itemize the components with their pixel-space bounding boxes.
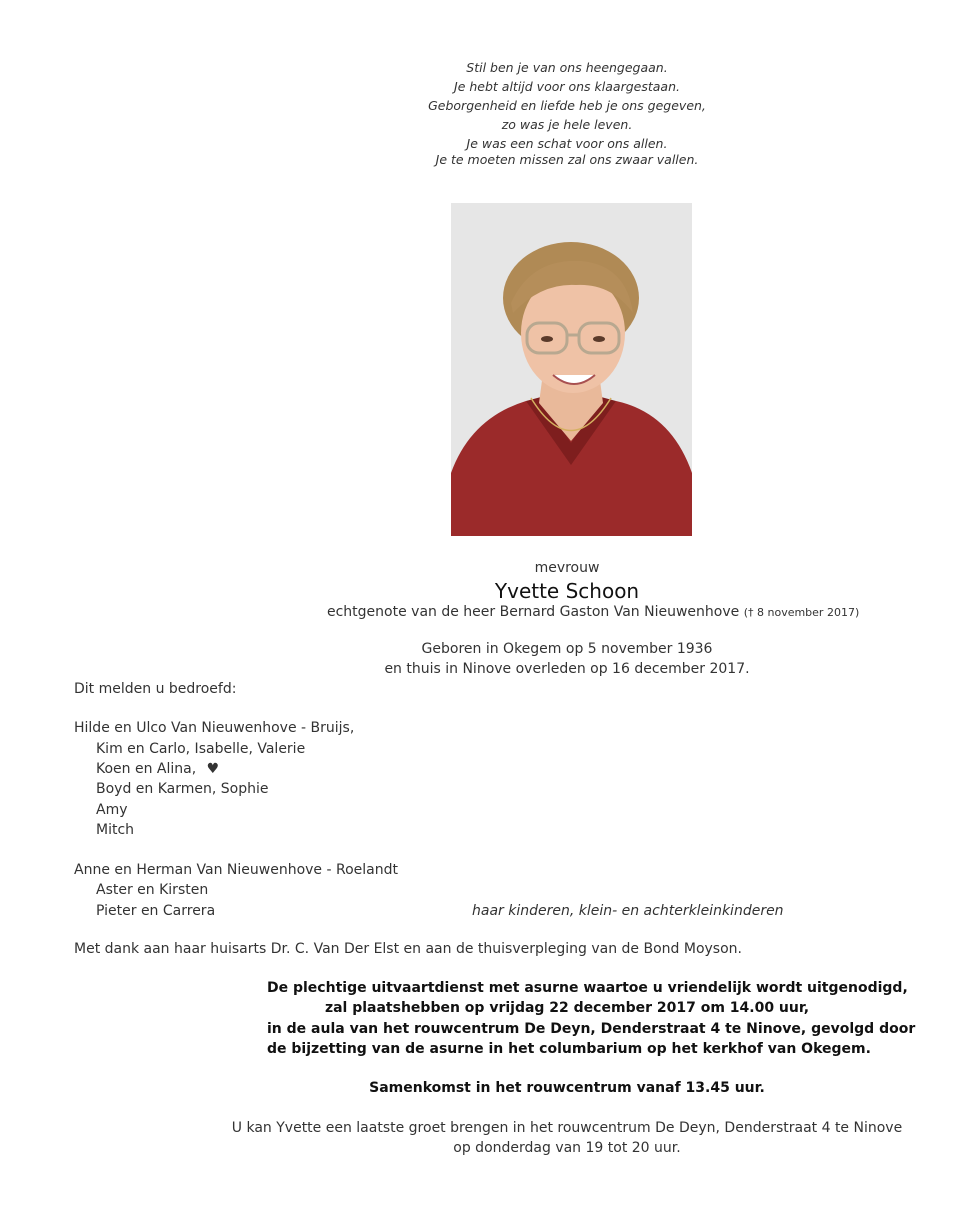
family-member-name: Koen en Alina,	[96, 761, 197, 777]
poem-line: zo was je hele leven.	[501, 117, 633, 132]
visit-line: U kan Yvette een laatste groet brengen in het rouwcentrum De Deyn, Denderstraat 4 te Ninove	[231, 1120, 903, 1136]
family-member: Pieter en Carrera	[96, 903, 216, 919]
ceremony-line: de bijzetting van de asurne in het columbarium op het kerkhof van Okegem.	[267, 1041, 871, 1057]
announce-line: Dit melden u bedroefd:	[74, 681, 237, 697]
deceased-name: Yvette Schoon	[494, 579, 640, 603]
death-line: en thuis in Ninove overleden op 16 december 2017.	[384, 661, 750, 677]
portrait-photo	[451, 203, 692, 536]
family-member: Kim en Carlo, Isabelle, Valerie	[96, 741, 306, 757]
family-signature: haar kinderen, klein- en achterkleinkinderen	[472, 903, 784, 919]
heart-icon: ♥	[206, 761, 220, 777]
birth-line: Geboren in Okegem op 5 november 1936	[421, 641, 713, 657]
gathering-line: Samenkomst in het rouwcentrum vanaf 13.45 uur.	[369, 1080, 765, 1096]
family-member: Aster en Kirsten	[96, 882, 209, 898]
family-member	[96, 761, 219, 777]
ceremony-line: in de aula van het rouwcentrum De Deyn, Denderstraat 4 te Ninove, gevolgd door	[267, 1021, 916, 1037]
poem-line: Je te moeten missen zal ons zwaar vallen.	[435, 152, 699, 167]
family-head-2: Anne en Herman Van Nieuwenhove - Roelandt	[74, 862, 398, 878]
family-member: Mitch	[96, 822, 135, 838]
ceremony-line: zal plaatshebben op vrijdag 22 december 2017 om 14.00 uur,	[324, 1000, 810, 1016]
family-head-1: Hilde en Ulco Van Nieuwenhove - Bruijs,	[74, 720, 355, 736]
spouse-line	[327, 604, 859, 620]
ceremony-line: De plechtige uitvaartdienst met asurne waartoe u vriendelijk wordt uitgenodigd,	[267, 980, 908, 996]
poem	[367, 58, 767, 169]
thanks-line: Met dank aan haar huisarts Dr. C. Van Der Elst en aan de thuisverpleging van de Bond Moyson.	[74, 941, 742, 957]
family-member: Boyd en Karmen, Sophie	[96, 781, 269, 797]
visit-line: op donderdag van 19 tot 20 uur.	[453, 1140, 681, 1156]
poem-line: Je hebt altijd voor ons klaargestaan.	[454, 79, 680, 94]
poem-line: Je was een schat voor ons allen.	[466, 136, 668, 151]
family-member: Amy	[96, 802, 128, 818]
poem-line: Stil ben je van ons heengegaan.	[466, 60, 668, 75]
spouse-death-date: († 8 november 2017)	[743, 606, 860, 619]
salutation: mevrouw	[534, 560, 600, 576]
poem-line: Geborgenheid en liefde heb je ons gegeven,	[428, 98, 706, 113]
spouse-name: echtgenote van de heer Bernard Gaston Van Nieuwenhove	[327, 604, 740, 620]
